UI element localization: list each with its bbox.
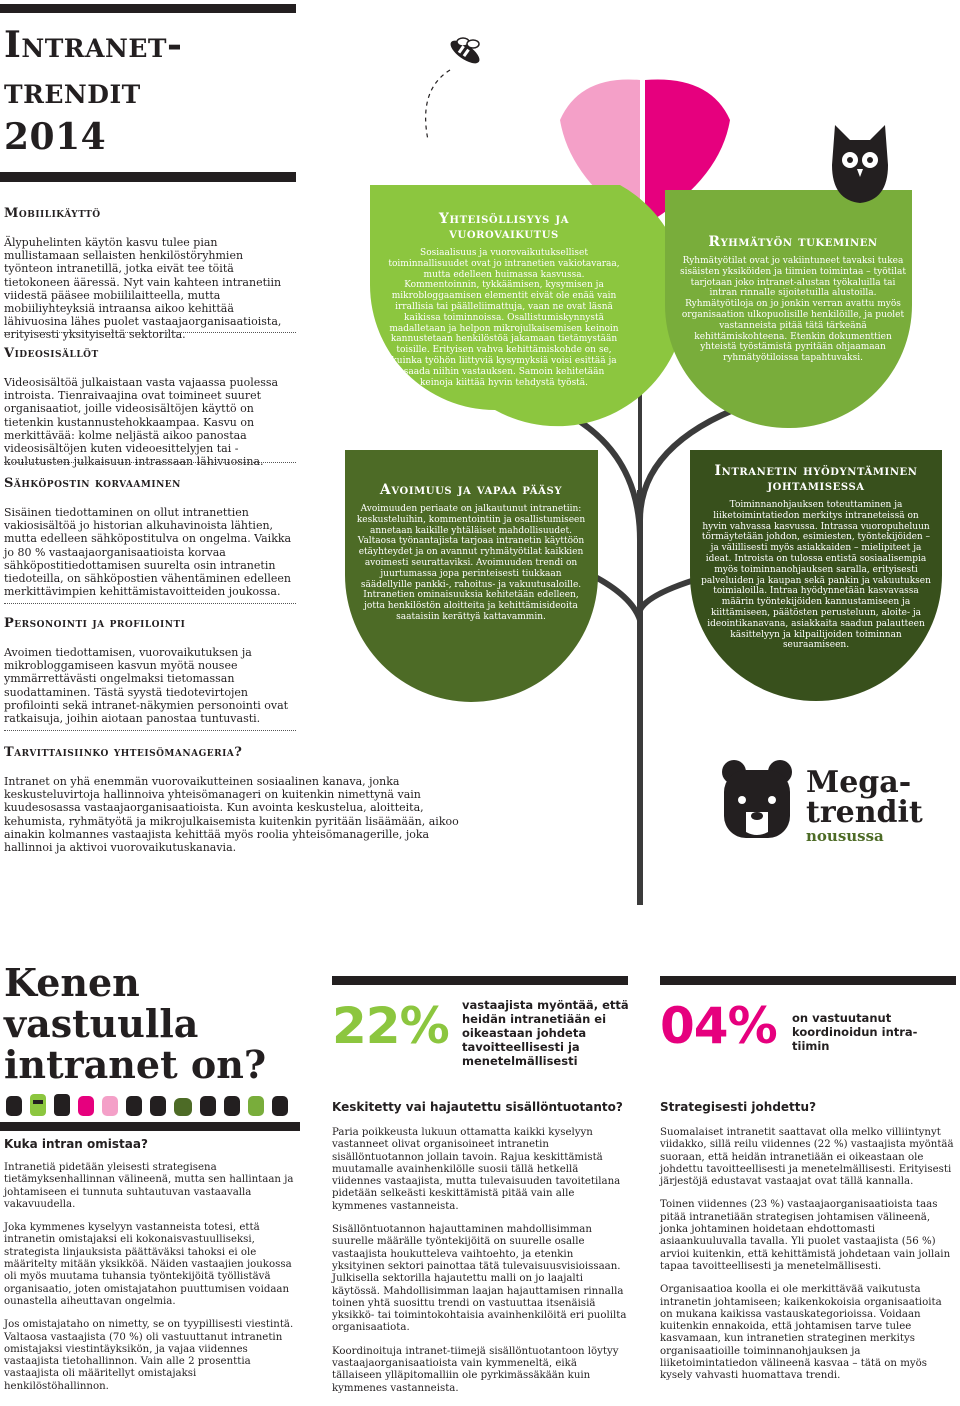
section-body: Intranet on yhä enemmän vuorovaikutteinen sosiaalinen kanava, jonka keskusteluvirtoja hallinnoiva yhteisömanageri on kuitenkin nimettynä vain kuudesosassa vastaajaorganisaatioista. Kun avointa keskustelua, aloitteita, kehumista, ryhmätyötä ja mikrojulkaisemista kuitenkin pyritään lisäämään, aikoo ainakin kolmannes vastaajista kehittää myös roolia yhteisömanagerille, joka hallinnoi ja aktivoi vuorovaikutuskanavia. — [4, 775, 459, 855]
bottom-title-line: Kenen — [4, 960, 140, 1005]
stat1-value: 22% — [332, 997, 449, 1055]
bubble-body: Toiminnanohjauksen toteuttaminen ja liiketoimintatiedon merkitys intraneteissä on hyvin vahvassa kasvussa. Intrassa vuoropuheluun törmäytetään johdon, esimiesten, työntekijöiden – ja välillisesti myös asiakkaiden – mielipiteet ja ideat. Introista on tulossa entistä sosiaalisempia myös toiminnanohjauksen saralla, erityisesti palveluiden ja kaupan sekä pankin ja vakuutuksen toimialoilla. Intraa hyödynnetään kasvavassa määrin työntekijöiden kannustamiseen ja kiittämiseen, päätösten perusteluun, aloite- ja ideointikanavana, asiakkaita saadun palautteen käsittelyyn ja kilpailijoiden toiminnan seuraamiseen. — [701, 500, 931, 651]
character-icons — [2, 1092, 298, 1122]
stat1-text: vastaajista myöntää, että heidän intranetiään ei oikeastaan johdeta tavoitteellisesti ja menetelmällisesti — [462, 998, 629, 1068]
character-icon — [126, 1096, 142, 1116]
character-icon — [248, 1096, 264, 1116]
character-icon — [78, 1096, 94, 1116]
bubble-heading: Yhteisöllisyys ja vuorovaikutus — [438, 211, 570, 242]
keskitetty-section — [332, 1100, 628, 1406]
title-bottom-rule — [0, 172, 296, 182]
bubble-ryhmatyon — [678, 235, 908, 364]
character-icon — [54, 1094, 70, 1116]
section-body: Älypuhelinten käytön kasvu tulee pian mullistamaan sellaisten henkilöstöryhmien työnteon intranetillä, jotka eivät tee töitä tietokoneen ääressä. Nyt vain kahteen intranetiin viidestä pääsee mobiililaitteella, mutta mobiiliyhteyksiä intraansa aikoo kehittää lähivuosina lähes puolet vastaajaorganisaatioista, erityisesti yksityiseltä sektorilta. — [4, 236, 282, 342]
section-body: Videosisältöä julkaistaan vasta vajaassa puolessa introista. Tienraivaajina ovat toimineet suuret organisaatiot, joille videosisältöjen käyttö on tietenkin kustannustehokkaampaa. Kasvu on merkittävää: kolme neljästä aikoo panostaa videosisältöjen kuten videoesittelyjen tai -koulutusten julkaisuun intrassaan lähivuosina. — [4, 376, 279, 469]
character-icon — [224, 1096, 240, 1116]
divider — [4, 603, 296, 604]
section-email — [4, 476, 294, 598]
strategisesti-paragraph: Organisaatioa koolla ei ole merkittävää vaikutusta intranetin johtamiseen; kaikenkokoisia organisaatioita on mukana kaikissa vastauskategorioissa. Voidaan kuitenkin ennakoida, että johtamisen tarve tulee kasvamaan, kun intranetien strateginen merkitys organisaatioille toiminnanohjauksen ja liiketoimintatiedon välineenä kasvaa – tätä on myös kysely vahvasti huomattava trendi. — [660, 1284, 942, 1382]
divider — [4, 730, 296, 731]
strategisesti-paragraph: Toinen viidennes (23 %) vastaajaorganisaatioista taas pitää intranetiään strategisen johtamisen välineenä, jonka johtaminen hoidetaan ehdottomasti asiaankuuluvalla tavalla. Yli puolet vastaajista (56 %) arvioi kuitenkin, että kehittämistä johdetaan vain jollain tapaa tavoitteellisesti ja menetelmällisesti. — [660, 1199, 951, 1272]
title-top-bar — [0, 4, 296, 13]
megatrendit-line2: trendit — [806, 795, 923, 830]
title-line: trendit — [4, 70, 141, 112]
kuka-heading: Kuka intran omistaa? — [4, 1137, 148, 1151]
bear-icon — [722, 760, 792, 838]
kuka-paragraph: Jos omistajataho on nimetty, se on tyypillisesti viestintä. Valtaosa vastaajista (70 %) oli vastuuttanut intranetin omistajaksi viestintäyksikön, ja vajaa viidennes vastaajista tietohallinnon. Vain alle 2 prosenttia vastaajista oli määritellyt omistajaksi henkilöstöhallinnon. — [4, 1319, 294, 1392]
character-icon — [30, 1094, 46, 1116]
title-line: Intranet- — [4, 24, 183, 66]
bubble-yhteisollisyys — [386, 212, 622, 388]
character-icon — [150, 1096, 166, 1116]
section-heading: Sähköpostin korvaaminen — [4, 476, 181, 491]
section-heading: Tarvittaisiinko yhteisömanageria? — [4, 745, 243, 760]
character-icon — [174, 1098, 192, 1116]
character-icon — [102, 1096, 118, 1116]
bubble-heading: Intranetin hyödyntäminen johtamisessa — [714, 463, 918, 494]
strategisesti-heading: Strategisesti johdettu? — [660, 1100, 817, 1114]
bottom-title-line: intranet on? — [4, 1042, 267, 1087]
strategisesti-paragraph: Suomalaiset intranetit saattavat olla melko villiintynyt viidakko, sillä reilu viidennes (22 %) vastaajista myöntää suoraan, että heidän intranetiään ei oikeastaan ole johdettu tavoitteellisesti ja menetelmällisesti. Erityisesti järjestöjä edustavat vastaajat ovat tällä kannalla. — [660, 1127, 954, 1188]
character-icon — [200, 1096, 216, 1116]
stat2-bar — [660, 976, 956, 985]
kuka-paragraph: Joka kymmenes kyselyyn vastanneista totesi, että intranetin omistajaksi eli kokonaisvastuulliseksi, strategista linjauksista päättäväksi tahoksi ei ole määritelty mitään yksikköä. Näiden vastaajien joukossa oli myös muutama tuhansia työntekijöitä työllistävä organisaatio, joten omistajatahon puuttumisen voidaan ounastella aiheuttavan ongelmia. — [4, 1222, 292, 1307]
bubble-body: Avoimuuden periaate on jalkautunut intranetiin: keskusteluihin, kommentointiin ja osallistumiseen annetaan kaikille yhtäläiset mahdollisuudet. Valtaosa työnantajista tarjoaa intranetin käyttöön etäyhteydet ja on avannut ryhmätyötilat kaikkien avoimesti seurattaviksi. Avoimuuden trendi on juurtumassa jopa perinteisesti tiukkaan säädellyille pankki-, rahoitus- ja vakuutusaloille. Intranetien ominaisuuksia kehitetään edelleen, jotta henkilöstön aloitteita ja kehittämisideoita saataisiin kerättyä kattavammin. — [356, 504, 586, 622]
page-title — [4, 22, 304, 160]
section-video — [4, 346, 294, 468]
bubble-heading: Avoimuus ja vapaa pääsy — [379, 482, 563, 498]
stat1-bar — [332, 976, 628, 985]
character-icon — [6, 1096, 22, 1116]
section-body: Avoimen tiedottamisen, vuorovaikutuksen ja mikrobloggamiseen kasvun myötä nousee ymmärrettävästi ongelmaksi tietomassan suodattaminen. Tästä syystä tiedotevirtojen profilointi sekä intranet-näkymien personointi ovat ratkaisuja, joihin aiotaan panostaa tuntuvasti. — [4, 646, 289, 726]
kuka-paragraph: Intranetiä pidetään yleisesti strategisena tietämyksenhallinnan välineenä, mutta sen hallintaan ja johtamiseen ei tunnuta suhtautuvan vastaavalla vakavuudella. — [4, 1162, 294, 1210]
section-heading: Mobiilikäyttö — [4, 206, 101, 221]
bottom-title — [4, 962, 304, 1085]
bee-icon — [447, 37, 483, 68]
bee-trail — [426, 70, 450, 140]
bubble-body: Sosiaalisuus ja vuorovaikutukselliset toiminnallisuudet ovat jo intranetien vakiotavaraa, mutta edelleen huimassa kasvussa. Kommentoinnin, tykkäämisen, kysymisen ja mikrobloggaamisen elementit eivät ole enää vain irrallisia tai päälleliimattuja, vaan ne ovat läsnä kaikissa toiminnoissa. Osallistumiskynnystä madalletaan ja helpon mikrojulkaisemisen keinoin kannustetaan henkilöstöä jakamaan tietämystään toisille. Erityisen vahva kehittämiskohde on se, kuinka työhön liittyviä kysymyksiä voisi esittää ja saada niihin vastauksen. Samoin kehitetään keinoja kiittää hyvin tehdystä työstä. — [388, 248, 620, 388]
bubble-body: Ryhmätyötilat ovat jo vakiintuneet tavaksi tukea sisäisten yksiköiden ja tiimien toimintaa – työtilat tarjotaan joko intranet-alustan työkaluilla tai intran rinnalle sijoitetuilla alustoilla. Ryhmätyötiloja on jo jonkin verran avattu myös organisaation ulkopuolisille henkilöille, ja puolet vastanneista pitää tätä tärkeänä kehittämiskohteena. Etenkin dokumenttien yhteistä työstämistä pyritään ohjaamaan ryhmätyötiloissa tapahtuvaksi. — [679, 256, 907, 364]
keskitetty-heading: Keskitetty vai hajautettu sisällöntuotanto? — [332, 1100, 623, 1114]
kuka-bar — [0, 1122, 300, 1131]
stat2-text: on vastuutanut koordinoidun intra-tiimin — [792, 1011, 918, 1053]
strategisesti-section — [660, 1100, 956, 1394]
keskitetty-paragraph: Paria poikkeusta lukuun ottamatta kaikki kyselyyn vastanneet olivat organisoineet intranetin sisällöntuotannon jollain tavoin. Rajua keskittämistä muutamalle avainhenkilölle suosii tällä hetkellä viidennes vastaajista, mutta tulevaisuuden tavoitetilana pidetään selkeästi keskittämistä pitää vain alle kymmenes vastanneista. — [332, 1127, 621, 1212]
keskitetty-paragraph: Sisällöntuotannon hajauttaminen mahdollisimman suurelle määrälle työntekijöitä on suurelle osalle vastaajista houkutteleva vaihtoehto, ja etenkin yksityinen sektori painottaa tätä tulevaisuusvisioissaan. Julkisella sektorilla hajautettu malli on jo laajalti käytössä. Mahdollisimman laajan hajauttamisen rinnalla toinen yhtä suosittu trendi on vastuuttaa itsenäisiä yksikkö- tai toimintokohtaisia avainhenkilöitä eri puolilta organisaatiota. — [332, 1224, 627, 1334]
megatrendit-label — [806, 765, 956, 845]
title-line: 2014 — [4, 116, 107, 158]
divider — [4, 462, 296, 463]
section-heading: Personointi ja profilointi — [4, 616, 186, 631]
megatrendit-sub: nousussa — [806, 827, 884, 845]
bubble-hyodyntaminen — [700, 464, 932, 651]
kuka-section — [4, 1137, 294, 1404]
section-mobiili — [4, 206, 294, 342]
divider — [4, 332, 296, 333]
bubble-avoimuus — [356, 483, 586, 623]
section-heading: Videosisällöt — [4, 346, 99, 361]
megatrendit-line1: Mega- — [806, 765, 912, 800]
section-body: Sisäinen tiedottaminen on ollut intranettien vakiosisältöä jo historian alkuhavinoista lähtien, mutta edelleen sähköpostitulva on ongelma. Vaikka jo 80 % vastaajaorganisaatioista korvaa sähköpostitiedottamisen suurelta osin intranetin tiedoteilla, on sähköpostien vähentäminen edelleen merkittävimpien kehittämistavoitteiden joukossa. — [4, 506, 292, 599]
bubble-heading: Ryhmätyön tukeminen — [708, 234, 878, 250]
character-icon — [272, 1096, 288, 1116]
bottom-title-line: vastuulla — [4, 1001, 199, 1046]
section-personointi — [4, 616, 294, 725]
owl-icon — [832, 125, 888, 203]
keskitetty-paragraph: Koordinoituja intranet-tiimejä sisällöntuotantoon löytyy vastaajaorganisaatioista vain kymmeneltä, eikä tällaiseen ylläpitomalliin ole pyrkimässäkään kuin kymmenes vastanneista. — [332, 1345, 619, 1394]
stat2-value: 04% — [660, 997, 777, 1055]
